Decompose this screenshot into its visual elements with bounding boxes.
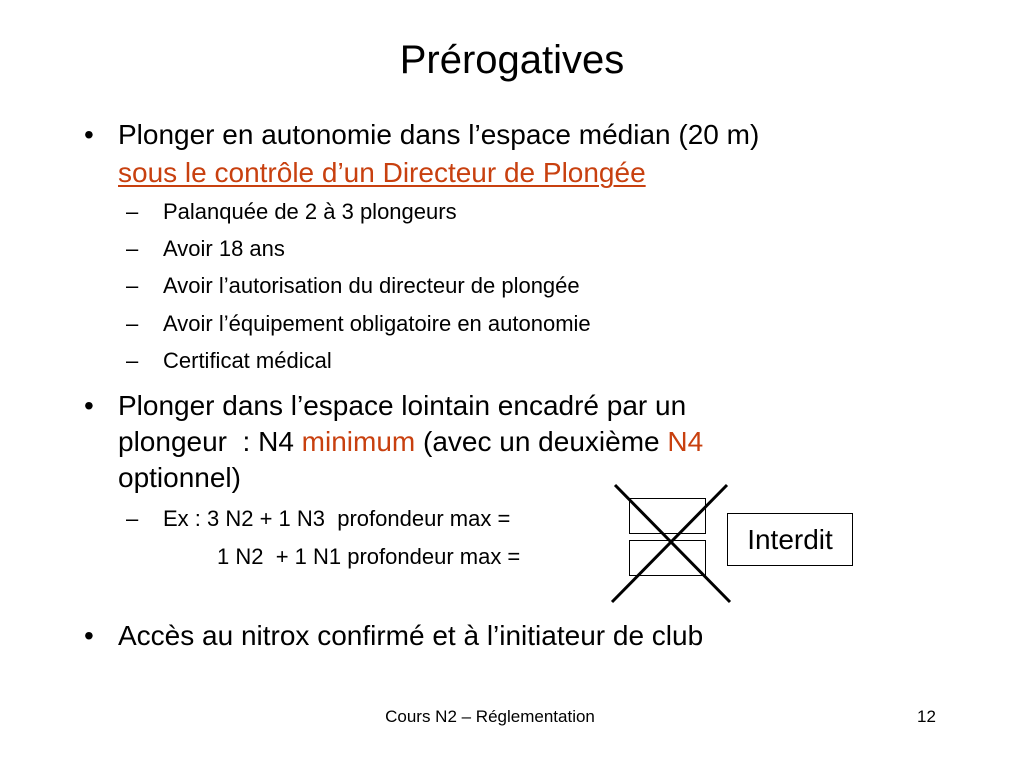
bullet-2-text-b: (avec un deuxième: [415, 426, 668, 457]
footer-text: Cours N2 – Réglementation: [385, 707, 595, 726]
subitem-autorisation: Avoir l’autorisation du directeur de plongée: [163, 273, 580, 298]
bullet-2-text-a: plongeur : N4: [118, 426, 302, 457]
dash-marker: –: [126, 236, 139, 261]
subitem-certificat: Certificat médical: [163, 348, 332, 373]
bullet-marker: •: [84, 390, 94, 421]
bullet-2-line-3: optionnel): [118, 462, 241, 493]
slide-title: Prérogatives: [399, 38, 625, 82]
subitem-equipement: Avoir l’équipement obligatoire en autonomie: [163, 311, 591, 336]
n4-highlight: N4: [667, 426, 704, 457]
example-line-2: 1 N2 + 1 N1 profondeur max =: [217, 544, 521, 569]
bullet-marker: •: [84, 119, 94, 150]
interdit-label: Interdit: [727, 513, 853, 566]
page-number: 12: [917, 707, 936, 726]
subitem-palanquee: Palanquée de 2 à 3 plongeurs: [163, 199, 457, 224]
dash-marker: –: [126, 311, 139, 336]
directeur-de-plongee-link[interactable]: sous le contrôle d’un Directeur de Plongée: [118, 157, 646, 188]
dash-marker: –: [126, 273, 139, 298]
dash-marker: –: [126, 506, 139, 531]
example-line-1: Ex : 3 N2 + 1 N3 profondeur max =: [163, 506, 511, 531]
subitem-age: Avoir 18 ans: [163, 236, 285, 261]
dash-marker: –: [126, 199, 139, 224]
bullet-2-line-1: Plonger dans l’espace lointain encadré par un: [118, 390, 687, 421]
minimum-highlight: minimum: [301, 426, 416, 457]
dash-marker: –: [126, 348, 139, 373]
bullet-1-line-1: Plonger en autonomie dans l’espace médian (20 m): [118, 119, 760, 150]
bullet-marker: •: [84, 620, 94, 651]
bullet-3-line-1: Accès au nitrox confirmé et à l’initiateur de club: [118, 620, 704, 651]
